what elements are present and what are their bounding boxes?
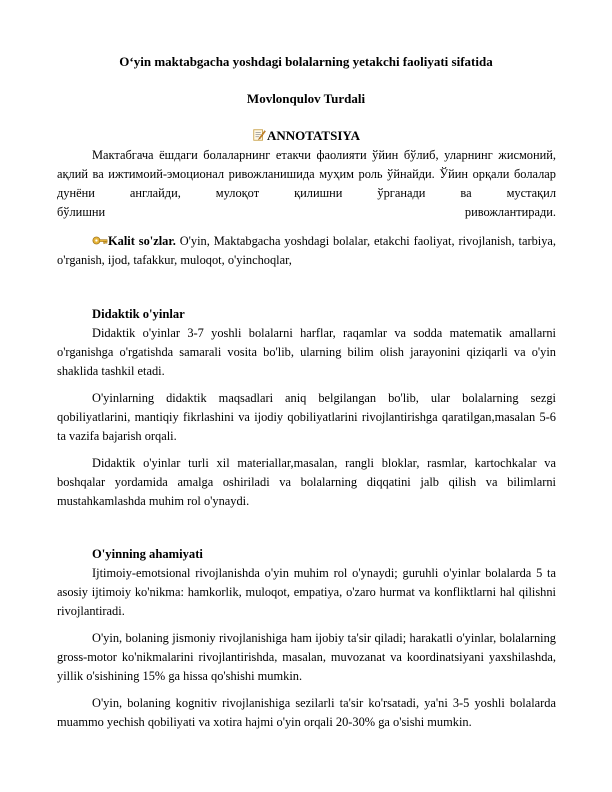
annotation-body bbox=[57, 146, 556, 222]
keywords bbox=[57, 232, 556, 270]
annotation-heading bbox=[0, 126, 612, 145]
annotation-heading-text: ANNOTATSIYA bbox=[267, 128, 360, 143]
paper-title: O‘yin maktabgacha yoshdagi bolalarning yetakchi faoliyati sifatida bbox=[119, 54, 493, 69]
section-didactic-games bbox=[57, 305, 556, 511]
keywords-paragraph bbox=[57, 232, 556, 270]
annotation-text-end: бўлишни ривожлантиради. bbox=[57, 205, 556, 219]
key-icon bbox=[92, 234, 108, 247]
section-heading: O'yinning ahamiyati bbox=[92, 547, 203, 561]
section-paragraph: Didaktik o'yinlar turli xil materiallar,masalan, rangli bloklar, rasmlar, kartochkalar va boshqalar yordamida amalga oshiriladi va bolalarning diqqatini jalb qilish va bilimlarni mustahkamlashda muhim rol o'ynaydi. bbox=[57, 456, 556, 508]
keywords-text: O'yin, Maktabgacha yoshdagi bolalar, etakchi faoliyat, rivojlanish, tarbiya, o'rganish, ijod, tafakkur, muloqot, o'yinchoqlar, bbox=[57, 234, 556, 267]
section-paragraph: O'yinlarning didaktik maqsadlari aniq belgilangan bo'lib, ular bolalarning sezgi qobiliyatlarini, mantiqiy fikrlashini va ijodiy qobiliyatlarini rivojlantirishga qaratilgan,masalan 5-6 ta vazifa bajarish orqali. bbox=[57, 391, 556, 443]
section-paragraph: Didaktik o'yinlar 3-7 yoshli bolalarni harflar, raqamlar va sodda matematik amallarni o'rganishga o'rgatishda samarali vosita bo'lib, ularning bilim olish jarayonini qiziqarli va o'yin shaklida tashkil etadi. bbox=[57, 326, 556, 378]
section-paragraph: O'yin, bolaning jismoniy rivojlanishiga ham ijobiy ta'sir qiladi; harakatli o'yinlar, bolalarning gross-motor ko'nikmalarini rivojlantirishda, masalan, muvozanat va koordinatsiyani yaxshilashda, yillik o'sishining 15% ga hissa qo'shishi mumkin. bbox=[57, 631, 556, 683]
keywords-label: Kalit so'zlar. bbox=[108, 234, 176, 248]
section-paragraph: O'yin, bolaning kognitiv rivojlanishiga sezilarli ta'sir ko'rsatadi, ya'ni 3-5 yoshli bolalarda muammo yechish qobiliyati va xotira hajmi o'yin orqali 20-30% ga o'sishi mumkin. bbox=[57, 696, 556, 729]
memo-icon bbox=[252, 128, 266, 142]
section-paragraph: Ijtimoiy-emotsional rivojlanishda o'yin muhim rol o'ynaydi; guruhli o'yinlar bolalarda 5 ta asosiy ijtimoiy ko'nikma: hamkorlik, muloqot, empatiya, o'zaro hurmat va konfliktlarni hal qilishni rivojlantiradi. bbox=[57, 566, 556, 618]
annotation-text: Мактабгача ёшдаги болаларнинг етакчи фаолияти ўйин бўлиб, уларнинг жисмоний, ақлий ва ижтимоий-эмоционал ривожланишида муҳим роль ўйнайди. Ўйин орқали болалар дунёни англайди, мулоқот қилишни ўрганади ва мустақил bbox=[57, 148, 556, 200]
section-importance-of-play bbox=[57, 545, 556, 732]
author-name: Movlonqulov Turdali bbox=[246, 91, 366, 106]
section-heading: Didaktik o'yinlar bbox=[92, 307, 185, 321]
